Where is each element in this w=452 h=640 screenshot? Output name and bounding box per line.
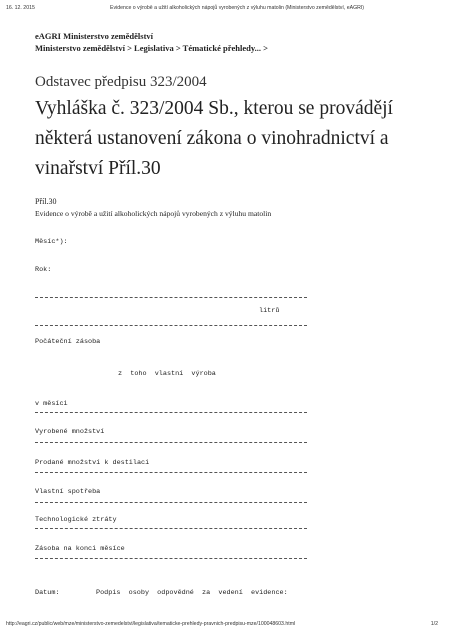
attachment-subtitle: Evidence o výrobě a užití alkoholických nápojů vyrobených z výluhu matolin — [35, 209, 272, 218]
breadcrumb-item-ministry[interactable]: Ministerstvo zemědělství — [35, 43, 125, 53]
divider — [35, 502, 307, 503]
breadcrumb-separator: > — [263, 43, 269, 53]
row-own-consumption: Vlastní spotřeba — [35, 488, 101, 496]
page-number: 1/2 — [430, 621, 438, 627]
breadcrumb-separator: > — [175, 43, 181, 53]
breadcrumb-item-topics[interactable]: Tématické přehledy... — [182, 43, 262, 53]
divider — [35, 472, 307, 473]
row-own-production-label: z toho vlastní výroba — [118, 370, 216, 378]
divider — [35, 442, 307, 443]
section-title: Odstavec předpisu 323/2004 — [35, 74, 207, 90]
divider — [35, 325, 307, 326]
breadcrumb — [35, 43, 268, 53]
breadcrumb-separator: > — [127, 43, 132, 53]
print-url[interactable]: http://eagri.cz/public/web/mze/ministerstvo-zemedelstvi/legislativa/tematicke-prehledy-pravnich-predpisu-mze/100048603.html — [6, 621, 296, 627]
date-label: Datum: — [35, 589, 60, 597]
row-sold-for-distillation: Prodané množství k destilaci — [35, 459, 150, 467]
row-closing-stock: Zásoba na konci měsíce — [35, 545, 125, 553]
form-month-label: Měsíc*): — [35, 238, 68, 246]
divider — [35, 558, 307, 559]
row-produced: Vyrobené množství — [35, 428, 105, 436]
signature-label: Podpis osoby odpovědné za vedení evidence: — [96, 589, 288, 597]
breadcrumb-item-legislation[interactable]: Legislativa — [134, 43, 174, 53]
divider — [35, 412, 307, 413]
attachment-label: Příl.30 — [35, 197, 57, 206]
row-initial-stock: Počáteční zásoba — [35, 338, 101, 346]
print-page-title: Evidence o výrobě a užití alkoholických nápojů vyrobených z výluhu matolin (Ministerstvo zemědělství, eAGRI) — [110, 5, 365, 11]
divider — [35, 528, 307, 529]
row-in-month: v měsíci — [35, 400, 68, 408]
row-technological-losses: Technologické ztráty — [35, 516, 117, 524]
form-year-label: Rok: — [35, 266, 52, 274]
site-name[interactable]: eAGRI Ministerstvo zemědělství — [35, 31, 154, 41]
divider — [35, 297, 307, 298]
unit-label: litrů — [259, 307, 280, 315]
page-title: Vyhláška č. 323/2004 Sb., kterou se provádějí některá ustanovení zákona o vinohradnictví a vinařství Příl.30 — [35, 98, 393, 179]
print-date: 16. 12. 2015 — [6, 5, 35, 11]
